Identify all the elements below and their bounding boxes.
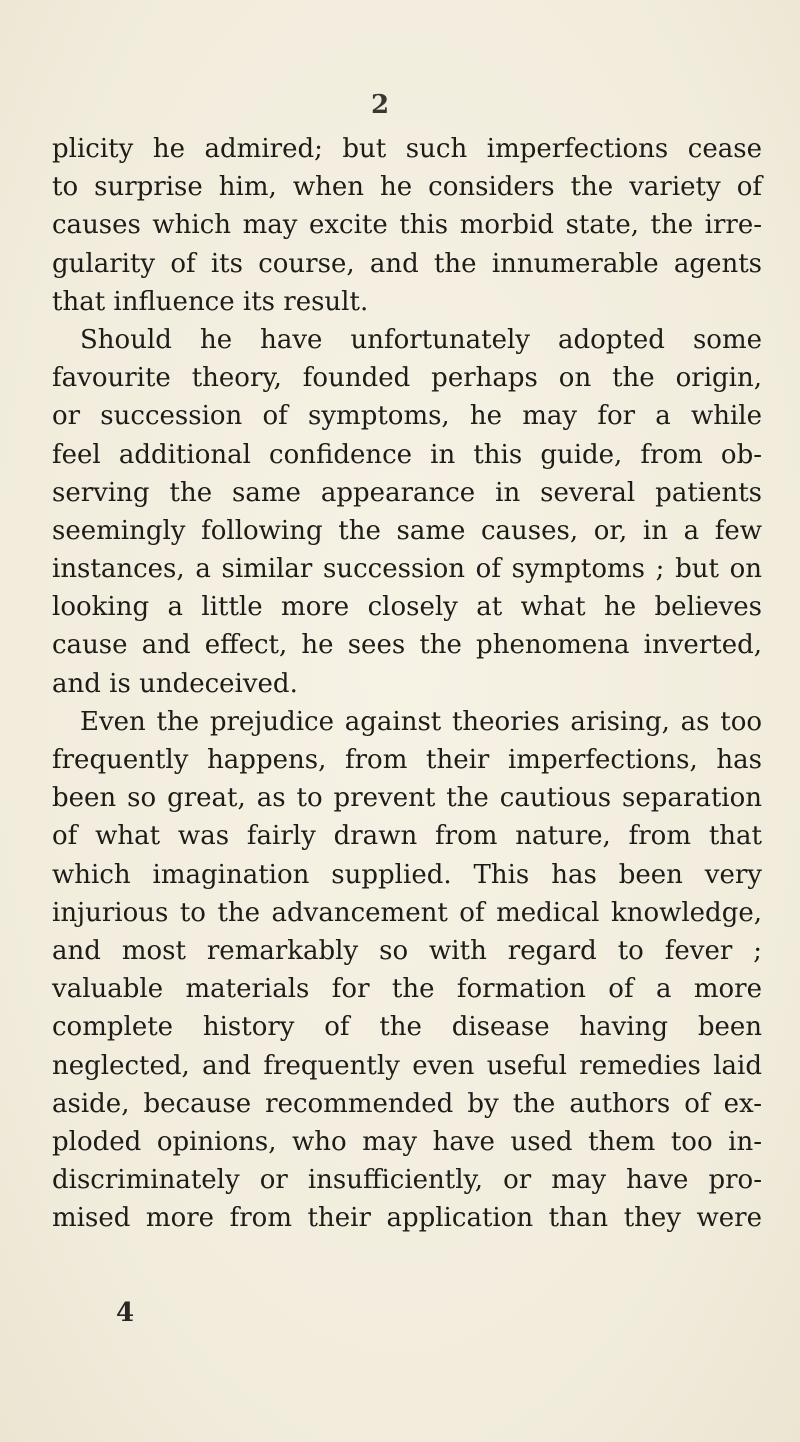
- text-line: and is undeceived.: [52, 668, 298, 699]
- text-line: or succession of symptoms, he may for a while: [52, 401, 762, 432]
- text-line: injurious to the advancement of medical knowledge,: [52, 897, 762, 928]
- text-line: that influence its result.: [52, 286, 369, 317]
- signature-mark: 2: [370, 90, 390, 120]
- catchword: 4: [116, 1298, 135, 1328]
- text-line: which imagination supplied. This has been very: [52, 859, 762, 890]
- text-line: to surprise him, when he considers the variety of: [52, 172, 762, 203]
- text-line: ploded opinions, who may have used them too in-: [52, 1126, 762, 1157]
- text-line: and most remarkably so with regard to fever ;: [52, 935, 762, 966]
- text-line: been so great, as to prevent the cautious separation: [52, 783, 762, 814]
- text-line: discriminately or insufficiently, or may have pro-: [52, 1165, 762, 1196]
- text-line: frequently happens, from their imperfections, has: [52, 745, 762, 775]
- text-line: Even the prejudice against theories arising, as too: [80, 706, 762, 737]
- text-line: mised more from their application than they were: [52, 1203, 762, 1234]
- text-line: complete history of the disease having been: [52, 1012, 762, 1043]
- text-line: neglected, and frequently even useful remedies laid: [52, 1050, 762, 1081]
- body-text: [52, 130, 762, 1237]
- text-line: feel additional confidence in this guide, from ob-: [52, 439, 762, 470]
- text-line: aside, because recommended by the authors of ex-: [52, 1088, 762, 1119]
- text-line: looking a little more closely at what he believes: [52, 592, 762, 623]
- text-line: favourite theory, founded perhaps on the origin,: [52, 363, 762, 394]
- text-line: plicity he admired; but such imperfections cease: [52, 134, 762, 164]
- text-line: valuable materials for the formation of a more: [52, 974, 762, 1005]
- text-line: instances, a similar succession of symptoms ; but on: [52, 554, 762, 585]
- text-line: causes which may excite this morbid state, the irre-: [52, 210, 762, 241]
- text-line: cause and effect, he sees the phenomena inverted,: [52, 630, 762, 661]
- text-line: Should he have unfortunately adopted some: [80, 324, 762, 355]
- text-line: serving the same appearance in several patients: [52, 477, 762, 508]
- text-line: of what was fairly drawn from nature, from that: [52, 821, 762, 852]
- text-line: gularity of its course, and the innumerable agents: [52, 248, 762, 279]
- text-line: seemingly following the same causes, or, in a few: [52, 515, 762, 546]
